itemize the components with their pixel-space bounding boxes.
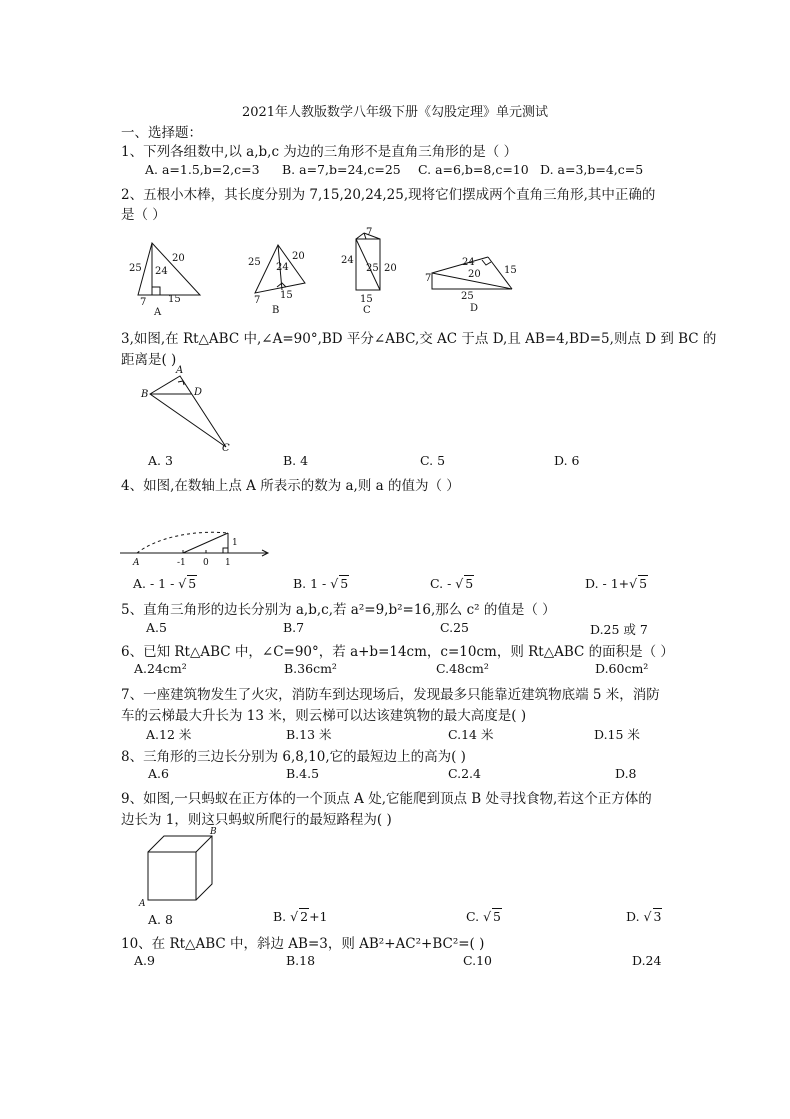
q3-label-c: C <box>222 443 230 454</box>
q2-figure-a[interactable] <box>138 243 200 295</box>
q5-option-d[interactable]: D.25 或 7 <box>590 622 648 637</box>
q4-option-b[interactable]: B. 1 - √ 5 <box>293 576 349 591</box>
q2b-label-15: 15 <box>280 290 293 301</box>
q4-label-minus1: -1 <box>177 558 186 568</box>
q3-figure <box>138 362 248 454</box>
q8-option-b[interactable]: B.4.5 <box>286 766 320 781</box>
q5-option-a[interactable]: A.5 <box>146 620 167 635</box>
question-8: 8、三角形的三边长分别为 6,8,10,它的最短边上的高为( ) <box>121 749 466 765</box>
q2a-label-20: 20 <box>172 253 185 264</box>
section-heading: 一、选择题： <box>121 125 202 141</box>
q4-figure <box>118 493 278 573</box>
q4-label-one: 1 <box>225 558 231 568</box>
q7-option-a[interactable]: A.12 米 <box>146 727 192 742</box>
q2a-letter: A <box>154 307 162 318</box>
q3-label-a: A <box>176 365 184 376</box>
question-3-line1: 3,如图,在 Rt△ABC 中,∠A=90°,BD 平分∠ABC,交 AC 于点 D,且 AB=4,BD=5,则点 D 到 BC 的 <box>121 331 717 347</box>
question-7-line1: 7、一座建筑物发生了火灾，消防车到达现场后，发现最多只能靠近建筑物底端 5 米，消防 <box>121 687 660 703</box>
q2d-label-25: 25 <box>461 291 474 302</box>
q8-option-d[interactable]: D.8 <box>615 766 637 781</box>
q10-option-c[interactable]: C.10 <box>463 953 492 968</box>
q9-label-b: B <box>210 827 217 837</box>
q8-option-c[interactable]: C.2.4 <box>448 766 481 781</box>
q2d-letter: D <box>470 303 479 314</box>
q10-option-b[interactable]: B.18 <box>286 953 316 968</box>
question-2-line2: 是（ ） <box>121 207 166 223</box>
q2c-label-20: 20 <box>384 263 397 274</box>
q2a-label-7: 7 <box>140 297 147 308</box>
q6-option-d[interactable]: D.60cm² <box>595 661 649 676</box>
q2d-label-24: 24 <box>462 257 475 268</box>
q8-option-a[interactable]: A.6 <box>148 766 169 781</box>
q1-option-a[interactable]: A. a=1.5,b=2,c=3 <box>145 162 260 177</box>
q2-figures <box>120 225 540 325</box>
q2-figure-c[interactable] <box>356 233 380 290</box>
q3-label-d: D <box>194 387 203 398</box>
q3-label-b: B <box>141 389 149 400</box>
q5-option-b[interactable]: B.7 <box>283 620 305 635</box>
q2d-label-20: 20 <box>468 269 481 280</box>
q6-option-a[interactable]: A.24cm² <box>134 661 187 676</box>
q9-option-a[interactable]: A. 8 <box>148 912 173 927</box>
q2a-label-24: 24 <box>155 266 168 277</box>
q9-option-d[interactable]: D. √ 3 <box>626 909 662 924</box>
q1-option-c[interactable]: C. a=6,b=8,c=10 <box>418 162 529 177</box>
q2c-label-24: 24 <box>341 255 354 266</box>
q2d-label-7: 7 <box>425 273 432 284</box>
q3-option-c[interactable]: C. 5 <box>420 453 446 468</box>
question-1: 1、下列各组数中,以 a,b,c 为边的三角形不是直角三角形的是（ ） <box>121 144 518 160</box>
question-5: 5、直角三角形的边长分别为 a,b,c,若 a²=9,b²=16,那么 c² 的值是（ ） <box>121 602 556 618</box>
question-10: 10、在 Rt△ABC 中，斜边 AB=3，则 AB²+AC²+BC²=( ) <box>121 936 485 952</box>
q7-option-c[interactable]: C.14 米 <box>448 727 494 742</box>
q10-option-a[interactable]: A.9 <box>134 953 155 968</box>
q6-option-b[interactable]: B.36cm² <box>284 661 337 676</box>
q2b-label-24: 24 <box>276 262 289 273</box>
q9-option-c[interactable]: C. √ 5 <box>466 909 501 924</box>
q9-option-b[interactable]: B. √ 2+1 <box>273 909 328 924</box>
q9-label-a: A <box>139 899 146 908</box>
question-9-line2: 边长为 1，则这只蚂蚁所爬行的最短路程为( ) <box>121 812 392 828</box>
question-2-line1: 2、五根小木棒，其长度分别为 7,15,20,24,25,现将它们摆成两个直角三角形,其中正确的 <box>121 187 656 203</box>
q9-cube-figure <box>138 826 218 908</box>
q2a-label-25: 25 <box>129 263 142 274</box>
q2c-label-15: 15 <box>360 294 373 305</box>
q2c-label-7: 7 <box>366 227 373 238</box>
q5-option-c[interactable]: C.25 <box>440 620 469 635</box>
q2b-label-7: 7 <box>254 295 261 306</box>
q4-label-height: 1 <box>232 538 238 548</box>
q4-label-zero: 0 <box>203 558 209 568</box>
q2b-label-25: 25 <box>248 257 261 268</box>
q3-option-b[interactable]: B. 4 <box>283 453 309 468</box>
q7-option-d[interactable]: D.15 米 <box>594 727 640 742</box>
q2d-label-15: 15 <box>504 265 517 276</box>
question-9-line1: 9、如图,一只蚂蚁在正方体的一个顶点 A 处,它能爬到顶点 B 处寻找食物,若这个正方体的 <box>121 791 652 807</box>
q6-option-c[interactable]: C.48cm² <box>436 661 489 676</box>
q3-option-a[interactable]: A. 3 <box>148 453 173 468</box>
q2b-letter: B <box>272 305 280 316</box>
question-4: 4、如图,在数轴上点 A 所表示的数为 a,则 a 的值为（ ） <box>121 478 460 494</box>
page-title: 2021年人教版数学八年级下册《勾股定理》单元测试 <box>241 105 549 120</box>
q2c-letter: C <box>363 305 371 316</box>
q2c-label-25: 25 <box>366 263 379 274</box>
q2b-label-20: 20 <box>292 251 305 262</box>
q2a-label-15: 15 <box>168 294 181 305</box>
question-3-line2: 距离是( ) <box>121 352 177 368</box>
q1-option-b[interactable]: B. a=7,b=24,c=25 <box>282 162 401 177</box>
question-6: 6、已知 Rt△ABC 中，∠C=90°，若 a+b=14cm，c=10cm，则 Rt△ABC 的面积是（ ） <box>121 644 674 660</box>
q4-label-a: A <box>133 558 140 568</box>
q4-option-c[interactable]: C. - √ 5 <box>430 576 474 591</box>
q4-option-d[interactable]: D. - 1+√ 5 <box>585 576 648 591</box>
q10-option-d[interactable]: D.24 <box>632 953 662 968</box>
question-7-line2: 车的云梯最大升长为 13 米，则云梯可以达该建筑物的最大高度是( ) <box>121 708 527 724</box>
q4-option-a[interactable]: A. - 1 - √ 5 <box>133 576 197 591</box>
q3-option-d[interactable]: D. 6 <box>554 453 580 468</box>
q1-option-d[interactable]: D. a=3,b=4,c=5 <box>540 162 644 177</box>
q7-option-b[interactable]: B.13 米 <box>286 727 332 742</box>
